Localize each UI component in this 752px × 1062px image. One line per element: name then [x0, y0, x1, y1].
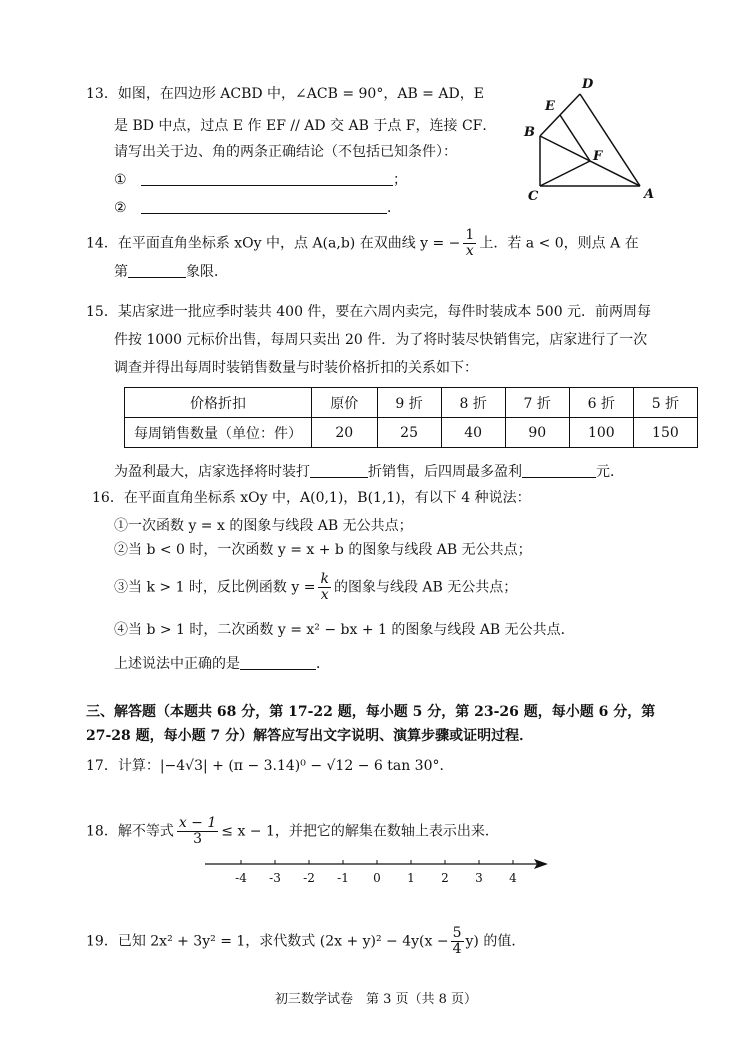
q13-option2-end: ． [387, 200, 402, 216]
q16-fraction [318, 572, 330, 603]
q18-text [86, 816, 499, 847]
q13-line3: 请写出关于边、角的两条正确结论（不包括已知条件）： [114, 144, 457, 160]
q15-line1: 15．某店家进一批应季时装共 400 件，要在六周内卖完，每件时装成本 500 元．前两周每 [86, 304, 652, 320]
q13-option1 [114, 170, 407, 190]
number-line-tick-label: 1 [407, 871, 415, 885]
q16-statement1: ①一次函数 y = x 的图象与线段 AB 无公共点； [114, 518, 413, 534]
q18-number-line[interactable] [205, 852, 550, 894]
q16-statement4: ④当 b > 1 时，二次函数 y = x² − bx + 1 的图象与线段 AB 无公共点． [114, 622, 575, 638]
table-cell: 每周销售数量（单位：件） [125, 418, 312, 448]
q19-fraction-numerator: 5 [452, 925, 462, 941]
q13-line2: 是 BD 中点，过点 E 作 EF // AD 交 AB 于点 F，连接 CF． [114, 118, 497, 134]
q15-line4 [114, 462, 624, 482]
table-cell: 25 [377, 418, 441, 448]
label-E: E [545, 99, 555, 114]
q14-line2-start: 第 [114, 264, 128, 280]
q16-answer-blank[interactable] [240, 655, 316, 670]
q16-fraction-denominator: x [320, 587, 329, 603]
table-row [125, 388, 698, 418]
number-line-tick-label: 4 [509, 871, 517, 885]
q15-line2: 件按 1000 元标价出售，每周只卖出 20 件．为了将时装尽快销售完，店家进行了一次 [114, 332, 648, 348]
q14-line1 [86, 228, 639, 259]
q16-line1: 16．在平面直角坐标系 xOy 中，A(0,1)，B(1,1)，有以下 4 种说法： [92, 490, 531, 506]
q13-quadrilateral-figure [520, 74, 660, 206]
number-line-tick-label: -2 [303, 871, 315, 885]
q16-conclusion-end: ． [316, 656, 330, 672]
label-C: C [528, 189, 539, 204]
table-header-cell: 5 折 [633, 388, 697, 418]
q13-answer2-blank[interactable] [141, 199, 387, 214]
q15-profit-blank[interactable] [522, 463, 596, 478]
q15-discount-sales-table [124, 387, 698, 448]
q15-line4-middle: 折销售，后四周最多盈利 [368, 464, 522, 480]
table-cell: 150 [633, 418, 697, 448]
segment-DA [580, 94, 640, 186]
table-cell: 20 [312, 418, 378, 448]
q13-answer1-blank[interactable] [141, 171, 393, 186]
label-D: D [582, 77, 594, 92]
table-header-cell: 6 折 [569, 388, 633, 418]
table-cell: 90 [505, 418, 569, 448]
q19-fraction [451, 926, 464, 957]
q13-option1-end: ； [393, 172, 408, 188]
label-F: F [593, 149, 603, 164]
q16-statement3-start: ③当 k > 1 时，反比例函数 y = [114, 579, 316, 596]
q19-text-end: y) 的值． [465, 933, 526, 950]
number-line-tick-label: -3 [269, 871, 281, 885]
q19-text [86, 926, 525, 957]
q16-statement2: ②当 b < 0 时，一次函数 y = x + b 的图象与线段 AB 无公共点； [114, 542, 532, 558]
q14-line1-end: 上．若 a < 0，则点 A 在 [479, 235, 639, 252]
table-header-cell: 8 折 [441, 388, 505, 418]
q13-line1: 13．如图，在四边形 ACBD 中，∠ACB = 90°，AB = AD，E [86, 86, 484, 102]
q14-answer-blank[interactable] [128, 263, 186, 278]
q15-discount-blank[interactable] [310, 463, 368, 478]
number-line-tick-label: 3 [475, 871, 483, 885]
q14-line1-start: 14．在平面直角坐标系 xOy 中，点 A(a,b) 在双曲线 y = − [86, 235, 461, 252]
table-header-cell: 价格折扣 [125, 388, 312, 418]
q18-text-start: 18．解不等式 [86, 823, 174, 840]
table-cell: 100 [569, 418, 633, 448]
q14-fraction [463, 228, 476, 259]
table-row [125, 418, 698, 448]
number-line-tick-label: -4 [235, 871, 247, 885]
number-line-tick-label: 2 [441, 871, 449, 885]
q16-statement3 [114, 572, 517, 603]
q18-fraction-numerator: x − 1 [178, 815, 217, 831]
q19-fraction-denominator: 4 [452, 941, 462, 957]
q16-statement3-end: 的图象与线段 AB 无公共点； [333, 579, 518, 596]
section3-heading-line2: 27-28 题，每小题 7 分）解答应写出文字说明、演算步骤或证明过程． [86, 728, 534, 744]
q14-fraction-denominator: x [465, 243, 474, 259]
table-header-cell: 7 折 [505, 388, 569, 418]
segment-CF [540, 161, 590, 186]
q16-conclusion-start: 上述说法中正确的是 [114, 656, 240, 672]
table-header-cell: 原价 [312, 388, 378, 418]
q16-conclusion [114, 654, 330, 674]
q13-option2-marker: ② [114, 200, 127, 216]
q18-fraction-denominator: 3 [193, 831, 202, 847]
label-B: B [524, 125, 535, 140]
number-line-tick-label: -1 [337, 871, 349, 885]
table-cell: 40 [441, 418, 505, 448]
page-footer: 初三数学试卷 第 3 页（共 8 页） [274, 992, 478, 1007]
q15-line4-end: 元． [596, 464, 624, 480]
q15-line3: 调查并得出每周时装销售数量与时装价格折扣的关系如下： [114, 360, 478, 376]
label-A: A [644, 187, 655, 202]
table-header-cell: 9 折 [377, 388, 441, 418]
q13-option1-marker: ① [114, 172, 127, 188]
number-line-tick-label: 0 [373, 871, 381, 885]
q15-line4-start: 为盈利最大，店家选择将时装打 [114, 464, 310, 480]
q14-line2-end: 象限． [186, 264, 228, 280]
q14-fraction-numerator: 1 [465, 227, 475, 243]
q19-text-start: 19．已知 2x² + 3y² = 1，求代数式 (2x + y)² − 4y(x − [86, 933, 449, 950]
q18-text-end: ≤ x − 1，并把它的解集在数轴上表示出来． [221, 823, 499, 840]
q14-line2 [114, 262, 228, 282]
q16-fraction-numerator: k [320, 571, 329, 587]
q17-text: 17．计算：|−4√3| + (π − 3.14)⁰ − √12 − 6 tan 30°． [86, 758, 454, 774]
section3-heading-line1: 三、解答题（本题共 68 分，第 17-22 题，每小题 5 分，第 23-26 题，每小题 6 分，第 [86, 704, 656, 720]
q18-fraction [177, 816, 218, 847]
q13-option2 [114, 198, 401, 218]
